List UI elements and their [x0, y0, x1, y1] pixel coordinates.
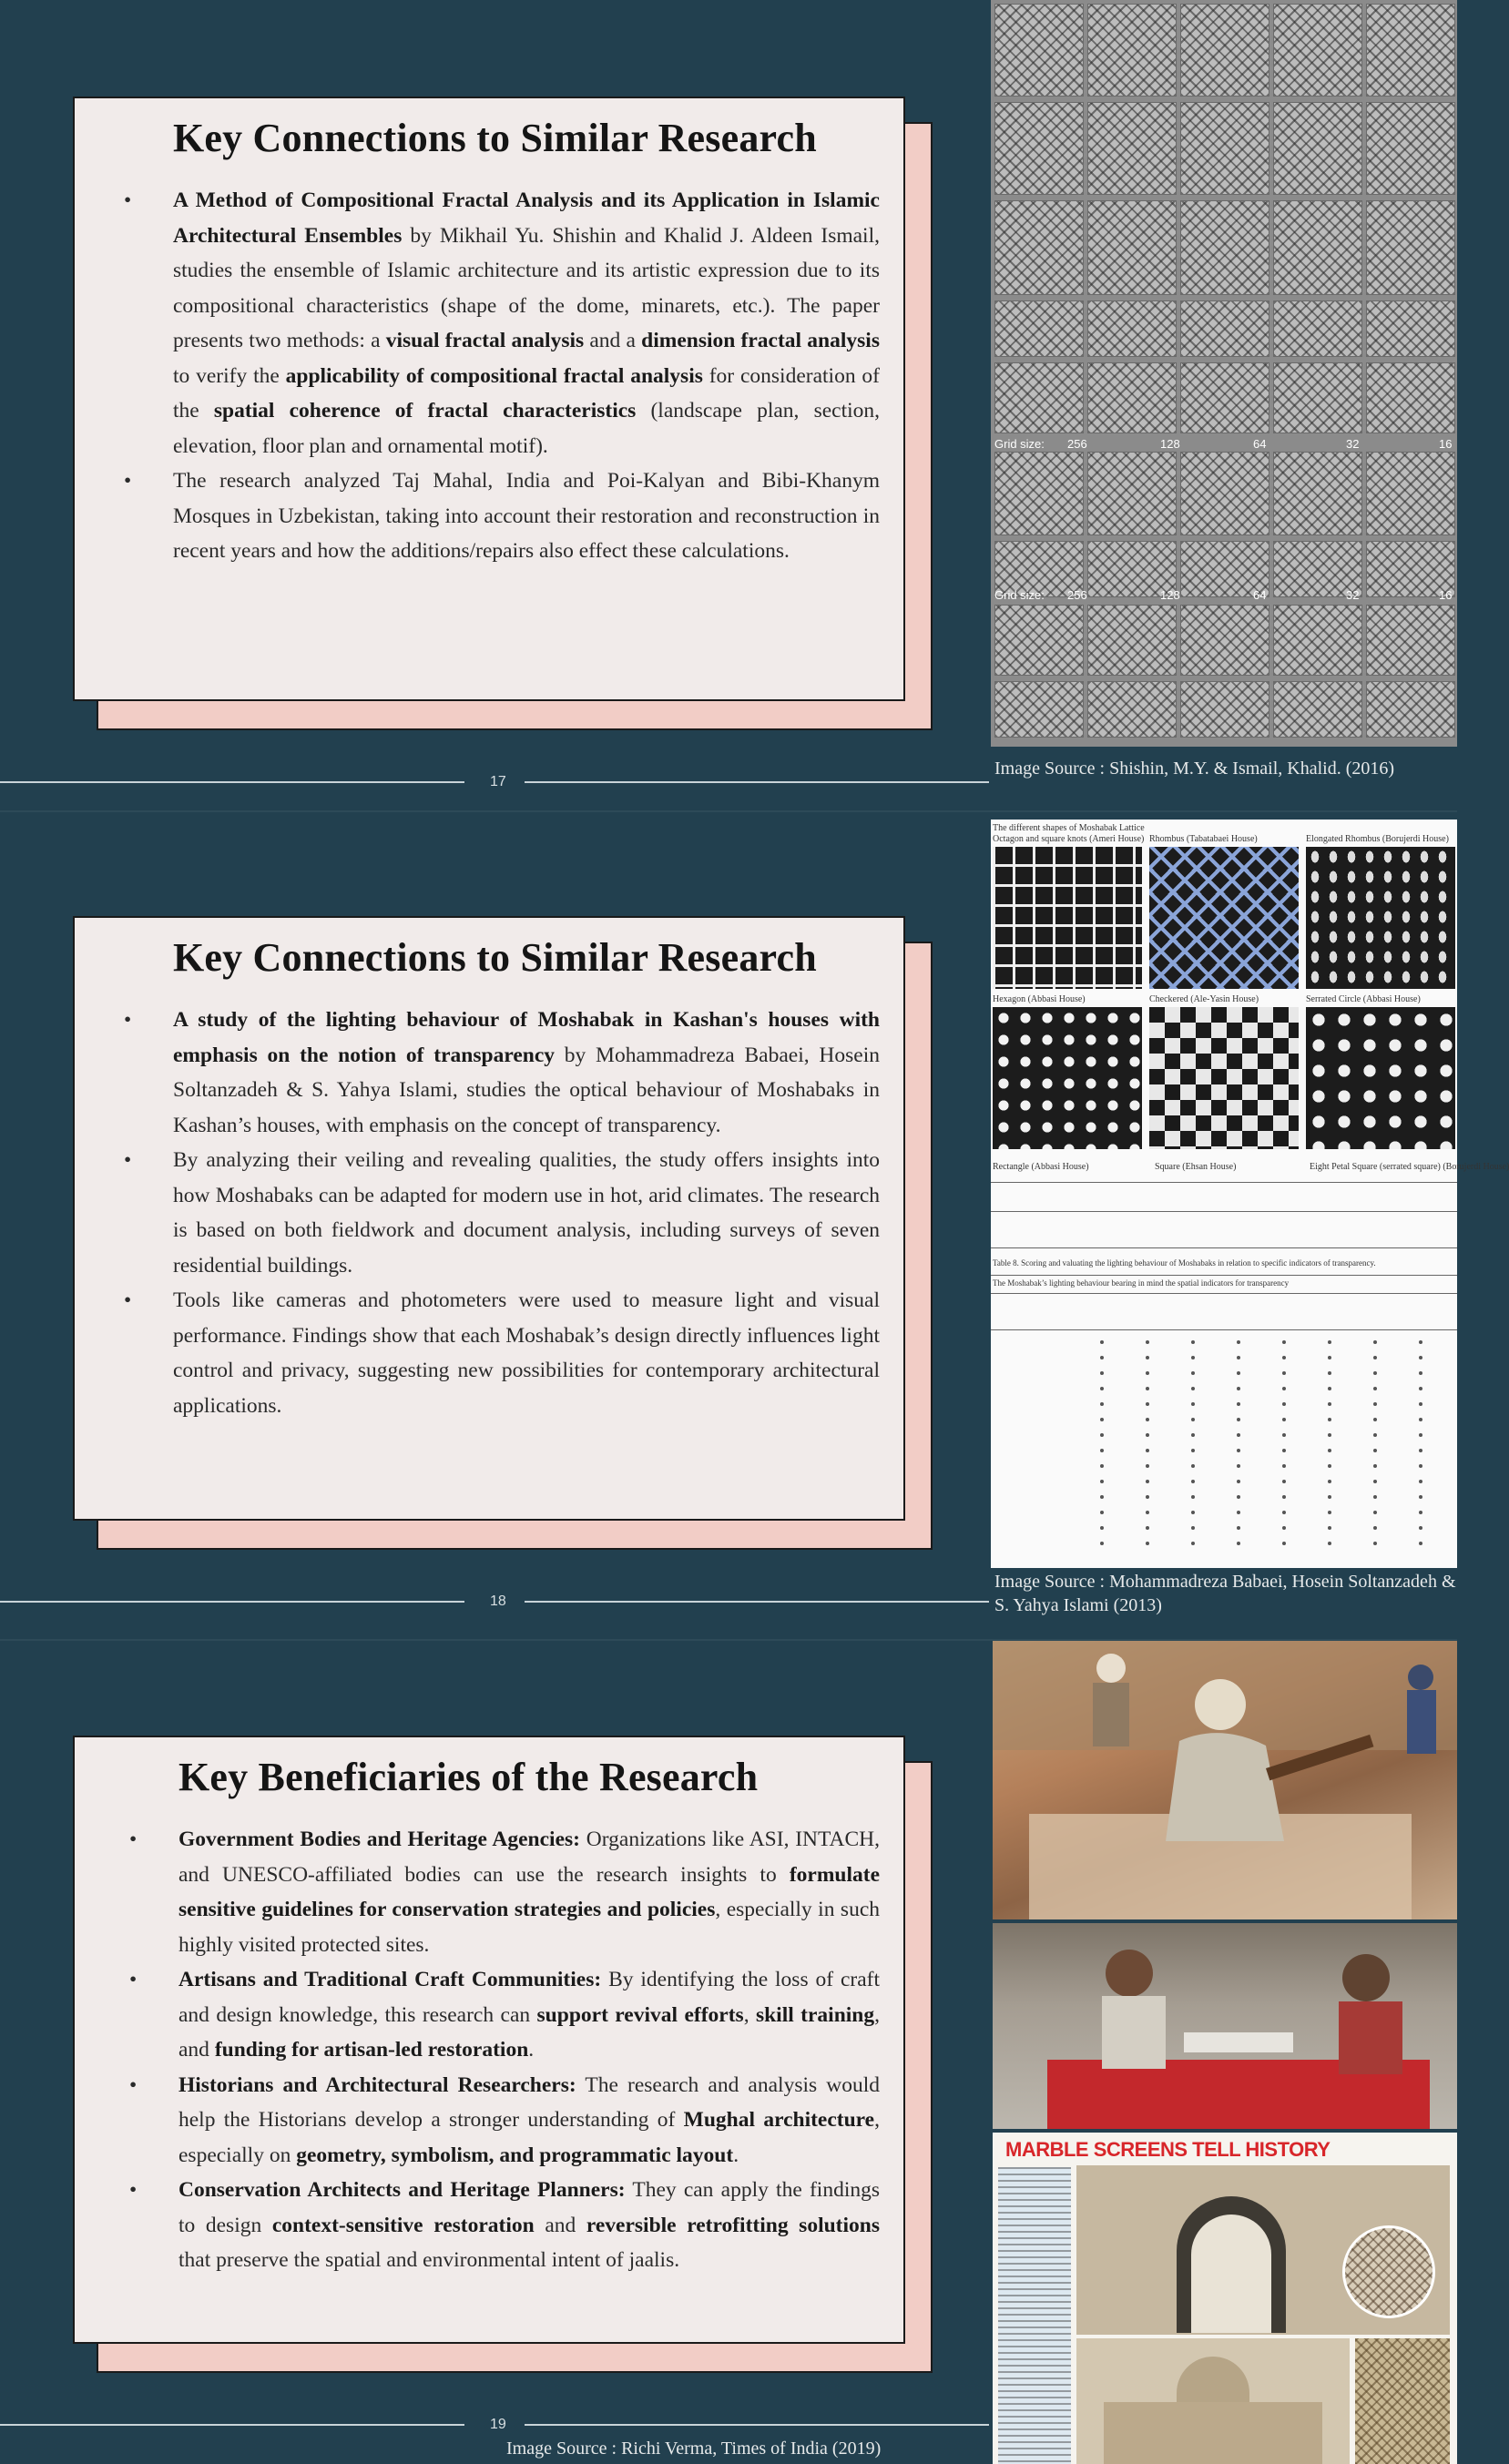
bullet-text: for consideration of the [173, 363, 880, 423]
table-mark [1100, 1495, 1104, 1499]
table-mark [1419, 1495, 1422, 1499]
table-mark [1191, 1340, 1195, 1344]
table-mark [1100, 1480, 1104, 1483]
table-mark [1328, 1511, 1331, 1514]
table-mark [1191, 1542, 1195, 1545]
bullet-bold-text: Historians and Architectural Researchers: [178, 2072, 576, 2097]
table-mark [1100, 1340, 1104, 1344]
table-mark [1282, 1542, 1286, 1545]
lattice-label: Eight Petal Square (serrated square) (Borujerdi House) [1310, 1162, 1509, 1172]
table-mark [1146, 1526, 1149, 1530]
bullet-item [178, 2173, 880, 2278]
bullet-text: The research and analysis would help the Historians develop a stronger understanding of [178, 2072, 880, 2132]
fractal-cell [1180, 300, 1269, 357]
bullet-text: Tools like cameras and photometers were used to measure light and visual performance. Findings show that each Moshabak’s design directly influences light control and privacy, suggesting new possibilities for contemporary architectural applications. [173, 1288, 880, 1418]
table-mark [1237, 1418, 1240, 1421]
fractal-cell [1087, 452, 1177, 535]
table-mark [1100, 1511, 1104, 1514]
grid-size-value: 64 [1253, 588, 1267, 602]
table-mark [1237, 1495, 1240, 1499]
slide-17 [0, 0, 1457, 810]
table-caption: Table 8. Scoring and valuating the lighting behaviour of Moshabaks in relation to specific indicators of transparency. [993, 1258, 1376, 1268]
table-mark [1191, 1356, 1195, 1359]
bullet-bold-text: Government Bodies and Heritage Agencies: [178, 1828, 580, 1851]
fractal-cell [1180, 4, 1269, 97]
table-mark [1100, 1526, 1104, 1530]
artisan-polishing-illustration [993, 1923, 1457, 2129]
image-source-caption: Image Source : Shishin, M.Y. & Ismail, Khalid. (2016) [994, 759, 1395, 779]
table-mark [1373, 1464, 1377, 1468]
table-mark [1237, 1464, 1240, 1468]
fractal-cell [1180, 452, 1269, 535]
bullet-list [173, 1003, 880, 1423]
figure-heading: The different shapes of Moshabak Lattice [993, 823, 1145, 833]
bullet-bold-text: applicability of compositional fractal analysis [285, 363, 703, 388]
table-mark [1237, 1449, 1240, 1452]
bullet-text: and a [584, 329, 642, 352]
lattice-label: Checkered (Ale-Yasin House) [1149, 994, 1259, 1004]
bullet-text: , [743, 2002, 756, 2027]
table-mark [1328, 1340, 1331, 1344]
table-mark [1328, 1526, 1331, 1530]
table-mark [1100, 1449, 1104, 1452]
table-rule [991, 1329, 1457, 1330]
bullet-text: By identifying the loss of craft and design knowledge, this research can [178, 1968, 881, 2027]
fractal-cell [1273, 452, 1362, 535]
table-mark [1100, 1418, 1104, 1421]
fractal-cell [994, 362, 1084, 433]
table-mark [1328, 1387, 1331, 1390]
table-mark [1419, 1418, 1422, 1421]
grid-size-label: Grid size: [994, 437, 1045, 451]
bullet-bold-text: A study of the lighting behaviour of Moshabak in Kashan's houses with emphasis on the notion of transparency [173, 1008, 880, 1067]
bullet-bold-text: visual fractal analysis [385, 329, 585, 352]
table-mark [1373, 1480, 1377, 1483]
table-mark [1282, 1418, 1286, 1421]
table-mark [1328, 1371, 1331, 1375]
table-mark [1100, 1542, 1104, 1545]
bullet-text: by Mohammadreza Babaei, Hosein Soltanzadeh & S. Yahya Islami, studies the optical behaviour of Moshabaks in Kashan’s houses, with emphasis on the concept of transparency. [173, 1043, 880, 1137]
bullet-item [173, 1003, 880, 1143]
bullet-item [173, 1143, 880, 1283]
bullet-text: , and [178, 2002, 881, 2062]
lattice-image [1306, 847, 1455, 989]
card [73, 916, 905, 1521]
table-mark [1328, 1433, 1331, 1437]
image-source-caption: Image Source : Richi Verma, Times of India (2019) [506, 2439, 882, 2459]
bullet-bold-text: Artisans and Traditional Craft Communities: [178, 1968, 602, 1991]
bullet-text: and [534, 2213, 586, 2237]
lattice-label: Rectangle (Abbasi House) [993, 1162, 1089, 1172]
slide-19 [0, 1641, 1457, 2464]
bullet-bold-text: A Method of Compositional Fractal Analysis and its Application in Islamic Architectural Ensembles [173, 188, 880, 248]
fractal-cell [994, 4, 1084, 97]
bullet-item [173, 463, 880, 569]
table-mark [1282, 1433, 1286, 1437]
table-mark [1191, 1511, 1195, 1514]
table-rule [991, 1182, 1457, 1183]
fractal-cell [1366, 681, 1455, 738]
bullet-bold-text: funding for artisan-led restoration [214, 2038, 529, 2062]
table-mark [1328, 1464, 1331, 1468]
fractal-cell [1087, 4, 1177, 97]
table-mark [1282, 1511, 1286, 1514]
table-mark [1237, 1340, 1240, 1344]
footer-line-left [0, 1601, 464, 1603]
bullet-text: . [733, 2143, 739, 2167]
bullet-bold-text: reversible retrofitting solutions [586, 2213, 880, 2237]
bullet-bold-text: context-sensitive restoration [271, 2213, 535, 2237]
table-mark [1191, 1480, 1195, 1483]
bullet-bold-text: Mughal architecture [683, 2108, 875, 2132]
fractal-cell [1180, 102, 1269, 195]
bullet-text: They can apply the findings to design [178, 2178, 880, 2237]
lattice-label: Serrated Circle (Abbasi House) [1306, 994, 1421, 1004]
data-table [991, 1176, 1457, 1568]
table-mark [1373, 1495, 1377, 1499]
table-mark [1146, 1340, 1149, 1344]
slide-title: Key Connections to Similar Research [173, 116, 817, 160]
fractal-analysis-figure [991, 0, 1457, 747]
bullet-bold-text: skill training [755, 2002, 875, 2027]
artisan-polishing-photo [993, 1923, 1457, 2129]
table-mark [1191, 1371, 1195, 1375]
table-mark [1328, 1495, 1331, 1499]
table-mark [1237, 1402, 1240, 1406]
bullet-text: By analyzing their veiling and revealing qualities, the study offers insights into how Moshabaks can be adapted for modern use in hot, arid climates. The research is based on both fieldwork and document analysis, including surveys of seven residential buildings. [173, 1148, 880, 1278]
fractal-cell [1087, 605, 1177, 676]
table-mark [1146, 1418, 1149, 1421]
table-mark [1419, 1480, 1422, 1483]
fractal-cell [1087, 300, 1177, 357]
bullet-bold-text: Conservation Architects and Heritage Planners: [178, 2178, 626, 2202]
caption-line: Image Source : Mohammadreza Babaei, Hosein Soltanzadeh & [994, 1572, 1456, 1592]
lattice-label: Elongated Rhombus (Borujerdi House) [1306, 834, 1449, 844]
table-mark [1100, 1464, 1104, 1468]
bullet-bold-text: geometry, symbolism, and programmatic layout [296, 2143, 734, 2167]
bullet-bold-text: formulate sensitive guidelines for conservation strategies and policies [178, 1862, 880, 1921]
table-mark [1237, 1480, 1240, 1483]
table-mark [1191, 1526, 1195, 1530]
fractal-cell [1180, 200, 1269, 295]
fractal-cell [1366, 605, 1455, 676]
grid-size-value: 128 [1160, 588, 1180, 602]
table-mark [1146, 1371, 1149, 1375]
fractal-cell [1273, 102, 1362, 195]
bullet-item [178, 2068, 880, 2174]
slide-18 [0, 812, 1509, 1639]
fractal-cell [1180, 681, 1269, 738]
bullet-bold-text: spatial coherence of fractal characteristics [213, 399, 637, 423]
table-mark [1419, 1356, 1422, 1359]
table-mark [1146, 1449, 1149, 1452]
table-mark [1373, 1449, 1377, 1452]
table-mark [1419, 1526, 1422, 1530]
grid-size-value: 64 [1253, 437, 1267, 451]
table-mark [1146, 1387, 1149, 1390]
grid-size-value: 16 [1439, 588, 1453, 602]
fractal-cell [1366, 200, 1455, 295]
fractal-cell [994, 605, 1084, 676]
table-mark [1419, 1340, 1422, 1344]
table-mark [1328, 1449, 1331, 1452]
grid-size-value: 32 [1346, 588, 1360, 602]
table-mark [1328, 1402, 1331, 1406]
table-mark [1328, 1418, 1331, 1421]
table-mark [1146, 1480, 1149, 1483]
table-rule [991, 1247, 1457, 1248]
fractal-cell [1366, 452, 1455, 535]
table-mark [1419, 1371, 1422, 1375]
table-mark [1373, 1526, 1377, 1530]
fractal-cell [1273, 681, 1362, 738]
fractal-cell [1366, 102, 1455, 195]
table-mark [1237, 1356, 1240, 1359]
table-mark [1373, 1511, 1377, 1514]
fractal-cell [1087, 681, 1177, 738]
table-mark [1419, 1387, 1422, 1390]
arch-window [1191, 2215, 1271, 2333]
table-mark [1191, 1402, 1195, 1406]
bullet-text: Organizations like ASI, INTACH, and UNESCO-affiliated bodies can use the research insights to [178, 1828, 880, 1887]
table-mark [1100, 1402, 1104, 1406]
bullet-item [178, 1822, 880, 1962]
fractal-cell [1087, 102, 1177, 195]
table-mark [1282, 1371, 1286, 1375]
artisan-carving-photo [993, 1641, 1457, 1919]
table-mark [1237, 1387, 1240, 1390]
table-mark [1191, 1433, 1195, 1437]
table-mark [1282, 1464, 1286, 1468]
fractal-cell [994, 681, 1084, 738]
table-rule [991, 1275, 1457, 1276]
table-mark [1419, 1511, 1422, 1514]
fractal-cell [1273, 605, 1362, 676]
table-mark [1282, 1526, 1286, 1530]
table-mark [1100, 1356, 1104, 1359]
footer-line-left [0, 781, 464, 783]
fractal-cell [1087, 200, 1177, 295]
bullet-text: The research analyzed Taj Mahal, India and Poi-Kalyan and Bibi-Khanym Mosques in Uzbekistan, taking into account their restoration and reconstruction in recent years and how the additions/repairs also effect these calculations. [173, 469, 880, 563]
table-mark [1373, 1371, 1377, 1375]
footer-line-left [0, 2424, 464, 2426]
page-number: 18 [490, 1593, 506, 1609]
fractal-cell [1366, 300, 1455, 357]
table-mark [1419, 1449, 1422, 1452]
table-mark [1373, 1418, 1377, 1421]
table-mark [1146, 1511, 1149, 1514]
fractal-cell [1180, 605, 1269, 676]
footer-line-right [525, 1601, 989, 1603]
fractal-cell [1366, 362, 1455, 433]
lattice-image [993, 847, 1142, 989]
lattice-label: Hexagon (Abbasi House) [993, 994, 1086, 1004]
table-mark [1419, 1402, 1422, 1406]
moshabak-figure [991, 820, 1509, 1568]
news-photo-monument [1076, 2338, 1350, 2464]
table-mark [1419, 1542, 1422, 1545]
fractal-cell [1087, 362, 1177, 433]
fractal-cell [1366, 4, 1455, 97]
table-mark [1419, 1464, 1422, 1468]
table-mark [1237, 1371, 1240, 1375]
table-mark [1146, 1356, 1149, 1359]
table-mark [1191, 1464, 1195, 1468]
table-mark [1146, 1433, 1149, 1437]
page-number: 17 [490, 774, 506, 789]
grid-size-value: 256 [1067, 588, 1087, 602]
table-mark [1146, 1402, 1149, 1406]
bullet-text: to verify the [173, 363, 286, 388]
facade [1104, 2402, 1322, 2464]
table-mark [1237, 1526, 1240, 1530]
table-mark [1282, 1402, 1286, 1406]
bullet-text: . [528, 2038, 535, 2062]
footer-line-right [525, 2424, 989, 2426]
bullet-item [173, 183, 880, 463]
table-mark [1282, 1480, 1286, 1483]
image-source-caption [994, 1570, 1456, 1617]
bullet-bold-text: support revival efforts [536, 2002, 744, 2027]
table-mark [1100, 1371, 1104, 1375]
lattice-image [1149, 1007, 1299, 1149]
table-mark [1282, 1495, 1286, 1499]
table-mark [1282, 1449, 1286, 1452]
lattice-image [1306, 1007, 1455, 1149]
table-mark [1146, 1495, 1149, 1499]
table-mark [1237, 1511, 1240, 1514]
lattice-image [993, 1007, 1142, 1149]
card [73, 1736, 905, 2344]
table-mark [1328, 1542, 1331, 1545]
fractal-cell [1180, 362, 1269, 433]
grid-size-label: Grid size: [994, 588, 1045, 602]
bullet-text: by Mikhail Yu. Shishin and Khalid J. Aldeen Ismail, studies the ensemble of Islamic architecture and its artistic expression due to its compositional characteristics (shape of the dome, minarets, etc.). The paper presents two methods: a [173, 223, 880, 352]
table-mark [1237, 1433, 1240, 1437]
lattice-label: Rhombus (Tabatabaei House) [1149, 834, 1258, 844]
caption-line: S. Yahya Islami (2013) [994, 1595, 1162, 1615]
fractal-cell [1273, 4, 1362, 97]
jaali-circle [1342, 2225, 1435, 2318]
grid-size-value: 16 [1439, 437, 1453, 451]
fractal-cell [1273, 300, 1362, 357]
news-photo-arch [1076, 2165, 1450, 2335]
card [73, 97, 905, 701]
lattice-image [1149, 847, 1299, 989]
table-rule [991, 1293, 1457, 1294]
slide-title: Key Connections to Similar Research [173, 935, 817, 980]
table-mark [1373, 1387, 1377, 1390]
table-mark [1328, 1356, 1331, 1359]
page-number: 19 [490, 2417, 506, 2432]
bullet-text: (landscape plan, section, elevation, floor plan and ornamental motif). [173, 399, 881, 458]
table-mark [1373, 1542, 1377, 1545]
table-mark [1282, 1340, 1286, 1344]
bullet-text: that preserve the spatial and environmental intent of jaalis. [178, 2248, 680, 2272]
table-mark [1419, 1433, 1422, 1437]
table-mark [1146, 1464, 1149, 1468]
table-mark [1191, 1449, 1195, 1452]
fractal-cell [994, 300, 1084, 357]
lattice-label: Octagon and square knots (Ameri House) [993, 834, 1145, 844]
grid-size-value: 256 [1067, 437, 1087, 451]
bullet-text: , especially on [178, 2108, 880, 2167]
table-mark [1146, 1542, 1149, 1545]
table-rule [991, 1211, 1457, 1212]
news-column [998, 2167, 1071, 2464]
slide-title: Key Beneficiaries of the Research [178, 1755, 759, 1799]
table-mark [1282, 1387, 1286, 1390]
fractal-cell [1273, 200, 1362, 295]
newspaper-clipping [993, 2133, 1457, 2464]
news-photo-jaali [1355, 2338, 1450, 2464]
table-subcaption: The Moshabak’s lighting behaviour bearing in mind the spatial indicators for transparency [993, 1278, 1290, 1288]
footer-line-right [525, 781, 989, 783]
fractal-cell [994, 452, 1084, 535]
bullet-list [178, 1822, 880, 2278]
table-mark [1237, 1542, 1240, 1545]
table-mark [1373, 1433, 1377, 1437]
artisan-carving-illustration [993, 1641, 1457, 1919]
table-mark [1282, 1356, 1286, 1359]
bullet-text: , especially in such highly visited protected sites. [178, 1898, 881, 1957]
bullet-item [173, 1283, 880, 1423]
table-mark [1373, 1356, 1377, 1359]
lattice-label: Square (Ehsan House) [1155, 1162, 1237, 1172]
table-mark [1373, 1402, 1377, 1406]
fractal-cell [994, 102, 1084, 195]
fractal-cell [994, 200, 1084, 295]
grid-size-value: 128 [1160, 437, 1180, 451]
table-mark [1100, 1433, 1104, 1437]
bullet-item [178, 1962, 880, 2068]
dome [1177, 2357, 1249, 2402]
fractal-cell [1273, 362, 1362, 433]
table-mark [1100, 1387, 1104, 1390]
table-mark [1191, 1387, 1195, 1390]
table-mark [1191, 1495, 1195, 1499]
table-mark [1191, 1418, 1195, 1421]
table-mark [1373, 1340, 1377, 1344]
table-mark [1328, 1480, 1331, 1483]
bullet-bold-text: dimension fractal analysis [641, 329, 880, 352]
bullet-list [173, 183, 880, 569]
grid-size-value: 32 [1346, 437, 1360, 451]
news-headline: MARBLE SCREENS TELL HISTORY [1005, 2138, 1331, 2161]
